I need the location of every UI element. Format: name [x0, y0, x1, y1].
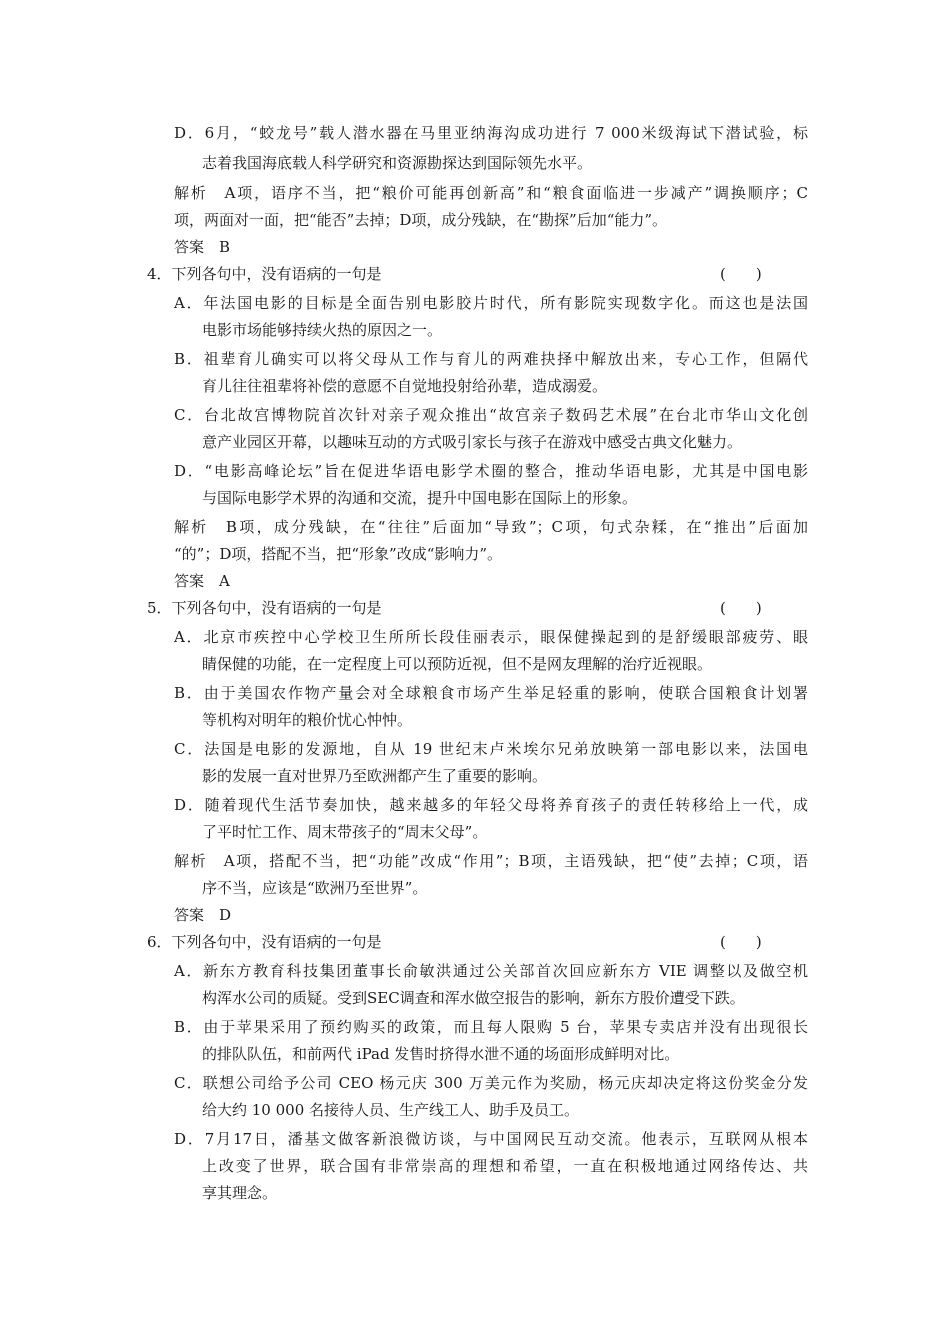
- option-c-line-2: 意产业园区开幕，以趣味互动的方式吸引家长与孩子在游戏中感受古典文化魅力。: [202, 433, 743, 451]
- question-stem: 4．下列各句中，没有语病的一句是: [147, 265, 382, 283]
- option-c-line-1: C．法国是电影的发源地，自从 19 世纪末卢米埃尔兄弟放映第一部电影以来，法国电: [174, 740, 808, 758]
- option-a-line-1: A．年法国电影的目标是全面告别电影胶片时代，所有影院实现数字化。而这也是法国: [174, 294, 808, 312]
- option-c-line-1: C．台北故宫博物院首次针对亲子观众推出“故宫亲子数码艺术展”在台北市华山文化创: [174, 406, 808, 424]
- explanation-line-1: 解析 B项，成分残缺，在“往往”后面加“导致”；C项，句式杂糅，在“推出”后面加: [174, 518, 808, 536]
- answer-bracket: ( ): [720, 933, 762, 951]
- option-c-line-1: C．联想公司给予公司 CEO 杨元庆 300 万美元作为奖励，杨元庆却决定将这份奖金分发: [174, 1074, 808, 1092]
- answer-bracket: ( ): [720, 265, 762, 283]
- option-d-line-1: D．6月，“蛟龙号”载人潜水器在马里亚纳海沟成功进行 7 000米级海试下潜试验，标: [174, 124, 808, 142]
- explanation-line-2: “的”；D项，搭配不当，把“形象”改成“影响力”。: [174, 545, 503, 563]
- answer: 答案 A: [174, 572, 230, 590]
- answer: 答案 B: [174, 238, 231, 256]
- option-d-line-2: 志着我国海底载人科学研究和资源勘探达到国际领先水平。: [202, 154, 593, 172]
- option-b-line-2: 等机构对明年的粮价忧心忡忡。: [202, 711, 413, 729]
- question-4: [147, 263, 807, 285]
- option-b-line-2: 育儿往往祖辈将补偿的意愿不自觉地投射给孙辈，造成溺爱。: [202, 377, 608, 395]
- option-a-line-2: 睛保健的功能，在一定程度上可以预防近视，但不是网友理解的治疗近视眼。: [202, 655, 713, 673]
- option-a-line-2: 构浑水公司的质疑。受到SEC调查和浑水做空报告的影响，新东方股价遭受下跌。: [202, 989, 745, 1007]
- option-d-line-1: D．随着现代生活节奏加快，越来越多的年轻父母将养育孩子的责任转移给上一代，成: [174, 796, 808, 814]
- option-b-line-1: B．祖辈育儿确实可以将父母从工作与育儿的两难抉择中解放出来，专心工作，但隔代: [174, 350, 808, 368]
- question-5: [147, 597, 807, 619]
- option-d-line-2: 了平时忙工作、周末带孩子的“周末父母”。: [202, 823, 488, 841]
- answer-bracket: ( ): [720, 599, 762, 617]
- option-b-line-2: 的排队队伍，和前两代 iPad 发售时挤得水泄不通的场面形成鲜明对比。: [202, 1045, 680, 1063]
- option-d-line-1: D．“电影高峰论坛”旨在促进华语电影学术圈的整合，推动华语电影，尤其是中国电影: [174, 462, 808, 480]
- option-a-line-1: A．新东方教育科技集团董事长俞敏洪通过公关部首次回应新东方 VIE 调整以及做空机: [174, 962, 808, 980]
- option-b-line-1: B．由于美国农作物产量会对全球粮食市场产生举足轻重的影响，使联合国粮食计划署: [174, 684, 808, 702]
- option-d-line-2: 上改变了世界，联合国有非常崇高的理想和希望，一直在积极地通过网络传达、共: [202, 1157, 808, 1175]
- explanation-line-2: 项，两面对一面，把“能否”去掉；D项，成分残缺，在“勘探”后加“能力”。: [174, 211, 668, 229]
- option-c-line-2: 影的发展一直对世界乃至欧洲都产生了重要的影响。: [202, 767, 548, 785]
- option-d-line-1: D．7月17日，潘基文做客新浪微访谈，与中国网民互动交流。他表示，互联网从根本: [174, 1130, 808, 1148]
- explanation-line-1: 解析 A项，搭配不当，把“功能”改成“作用”；B项，主语残缺，把“使”去掉；C项，语: [174, 852, 808, 870]
- option-a-line-1: A．北京市疾控中心学校卫生所所长段佳丽表示，眼保健操起到的是舒缓眼部疲劳、眼: [174, 628, 808, 646]
- explanation-line-1: 解析 A项，语序不当，把“粮价可能再创新高”和“粮食面临进一步减产”调换顺序；C: [174, 184, 808, 202]
- option-b-line-1: B．由于苹果采用了预约购买的政策，而且每人限购 5 台，苹果专卖店并没有出现很长: [174, 1018, 808, 1036]
- answer: 答案 D: [174, 906, 232, 924]
- option-d-line-2: 与国际电影学术界的沟通和交流，提升中国电影在国际上的形象。: [202, 489, 638, 507]
- option-d-line-3: 享其理念。: [202, 1184, 278, 1202]
- question-stem: 5．下列各句中，没有语病的一句是: [147, 599, 382, 617]
- question-6: [147, 931, 807, 953]
- option-a-line-2: 电影市场能够持续火热的原因之一。: [202, 321, 443, 339]
- option-c-line-2: 给大约 10 000 名接待人员、生产线工人、助手及员工。: [202, 1101, 580, 1119]
- question-stem: 6．下列各句中，没有语病的一句是: [147, 933, 382, 951]
- explanation-line-2: 序不当，应该是“欧洲乃至世界”。: [202, 879, 428, 897]
